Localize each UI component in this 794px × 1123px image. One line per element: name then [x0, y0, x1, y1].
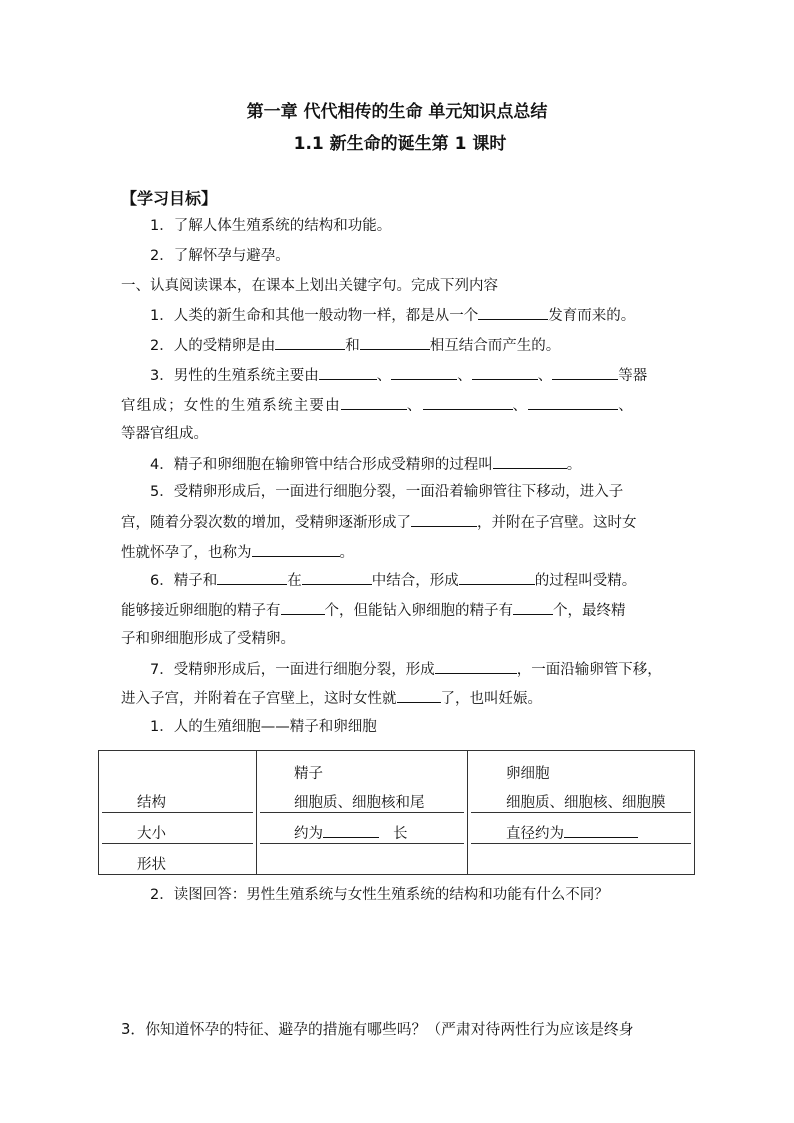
- size-label: 直径约为: [506, 826, 564, 842]
- question-5-line-2: [121, 512, 637, 533]
- question-3-line-2: [121, 395, 634, 416]
- question-text: 在: [287, 573, 302, 589]
- answer-blank[interactable]: [341, 395, 407, 410]
- row-divider: [260, 843, 464, 844]
- question-text: 。: [566, 457, 582, 473]
- answer-blank[interactable]: [411, 512, 477, 527]
- row-divider: [102, 812, 253, 813]
- answer-blank[interactable]: [397, 688, 441, 703]
- question-text: 等器: [618, 368, 648, 384]
- question-text: 官组成；女性的生殖系统主要由: [121, 398, 341, 414]
- row-divider: [471, 812, 691, 813]
- question-text: 个，但能钻入卵细胞的精子有: [324, 603, 513, 619]
- germ-cell-table: [98, 750, 695, 875]
- question-5-line-3: [121, 542, 354, 563]
- answer-blank[interactable]: [302, 570, 372, 585]
- answer-blank[interactable]: [319, 365, 377, 380]
- answer-blank[interactable]: [281, 600, 325, 615]
- objective-item-2: 2．了解怀孕与避孕。: [150, 248, 290, 264]
- answer-blank[interactable]: [528, 395, 618, 410]
- answer-blank[interactable]: [459, 570, 535, 585]
- answer-blank[interactable]: [252, 542, 340, 557]
- question-text: ，一面沿输卵管下移，: [516, 662, 662, 678]
- objective-item-1: 1．了解人体生殖系统的结构和功能。: [150, 218, 392, 234]
- question-text: 个，最终精: [553, 603, 626, 619]
- question-6-line-1: [150, 570, 636, 591]
- separator: 、: [618, 398, 634, 414]
- question-4: [150, 454, 581, 475]
- size-unit: 长: [393, 826, 408, 842]
- separator: 、: [512, 398, 529, 414]
- question-text: 相互结合而产生的。: [429, 338, 561, 354]
- column-header-egg: 卵细胞: [506, 766, 550, 782]
- question-text: 发育而来的。: [548, 308, 636, 324]
- answer-blank[interactable]: [493, 454, 567, 469]
- answer-blank[interactable]: [513, 600, 553, 615]
- separator: 、: [537, 368, 553, 384]
- answer-blank[interactable]: [391, 365, 457, 380]
- question-7-line-1: [150, 659, 662, 680]
- separator: 、: [406, 398, 423, 414]
- row-divider: [102, 843, 253, 844]
- section-intro: 一、认真阅读课本，在课本上划出关键字句。完成下列内容: [121, 278, 498, 294]
- question-text: 和: [345, 338, 360, 354]
- row-divider: [260, 812, 464, 813]
- table-heading: 1．人的生殖细胞——精子和卵细胞: [150, 719, 377, 735]
- answer-blank[interactable]: [323, 823, 379, 838]
- row-label-size: 大小: [137, 826, 166, 842]
- row-label-structure: 结构: [137, 795, 166, 811]
- answer-blank[interactable]: [275, 335, 345, 350]
- question-text: 7．受精卵形成后，一面进行细胞分裂，形成: [150, 662, 435, 678]
- row-divider: [471, 843, 691, 844]
- question-2: [150, 335, 560, 356]
- question-5-line-1: 5．受精卵形成后，一面进行细胞分裂，一面沿着输卵管往下移动，进入子: [150, 484, 624, 500]
- answer-blank[interactable]: [360, 335, 430, 350]
- egg-column: [468, 751, 695, 875]
- table-label-column: [99, 751, 257, 875]
- answer-blank[interactable]: [472, 365, 538, 380]
- question-1: [150, 305, 635, 326]
- question-text: 。: [339, 545, 354, 561]
- answer-blank[interactable]: [478, 305, 548, 320]
- question-read-figure: 2．读图回答：男性生殖系统与女性生殖系统的结构和功能有什么不同？: [150, 887, 609, 903]
- question-6-line-3: 子和卵细胞形成了受精卵。: [121, 631, 295, 647]
- question-text: 1．人类的新生命和其他一般动物一样，都是从一个: [150, 308, 479, 324]
- question-text: 宫，随着分裂次数的增加，受精卵逐渐形成了: [121, 515, 411, 531]
- answer-blank[interactable]: [564, 823, 638, 838]
- answer-blank[interactable]: [552, 365, 618, 380]
- separator: 、: [376, 368, 392, 384]
- answer-blank[interactable]: [423, 395, 513, 410]
- question-text: 2．人的受精卵是由: [150, 338, 276, 354]
- sperm-size: [294, 822, 408, 843]
- answer-blank[interactable]: [435, 659, 517, 674]
- question-text: 4．精子和卵细胞在输卵管中结合形成受精卵的过程叫: [150, 457, 493, 473]
- answer-blank[interactable]: [217, 570, 287, 585]
- separator: 、: [457, 368, 472, 384]
- question-text: 能够接近卵细胞的精子有: [121, 603, 281, 619]
- question-text: 3．男性的生殖系统主要由: [150, 368, 319, 384]
- question-text: 性就怀孕了，也称为: [121, 545, 252, 561]
- size-label: 约为: [294, 826, 323, 842]
- chapter-title: 第一章 代代相传的生命 单元知识点总结: [246, 102, 548, 122]
- sperm-column: [257, 751, 468, 875]
- sperm-structure: 细胞质、细胞核和尾: [294, 795, 425, 811]
- question-text: 中结合，形成: [371, 573, 459, 589]
- row-label-shape: 形状: [137, 857, 166, 873]
- question-text: 了，也叫妊娠。: [440, 691, 542, 707]
- question-3-line-3: 等器官组成。: [121, 426, 208, 442]
- egg-size: [506, 822, 638, 843]
- question-text: ，并附在子宫壁。这时女: [477, 515, 637, 531]
- objectives-heading: 【学习目标】: [121, 189, 218, 208]
- question-text: 6．精子和: [150, 573, 218, 589]
- question-text: 的过程叫受精。: [534, 573, 637, 589]
- question-pregnancy: 3．你知道怀孕的特征、避孕的措施有哪些吗？（严肃对待两性行为应该是终身: [121, 1021, 634, 1038]
- question-text: 进入子宫，并附着在子宫壁上，这时女性就: [121, 691, 397, 707]
- column-header-sperm: 精子: [294, 766, 323, 782]
- egg-structure: 细胞质、细胞核、细胞膜: [506, 795, 666, 811]
- question-3-line-1: [150, 365, 647, 386]
- lesson-title: 1.1 新生命的诞生第 1 课时: [293, 134, 507, 154]
- question-6-line-2: [121, 600, 626, 621]
- question-7-line-2: [121, 688, 542, 709]
